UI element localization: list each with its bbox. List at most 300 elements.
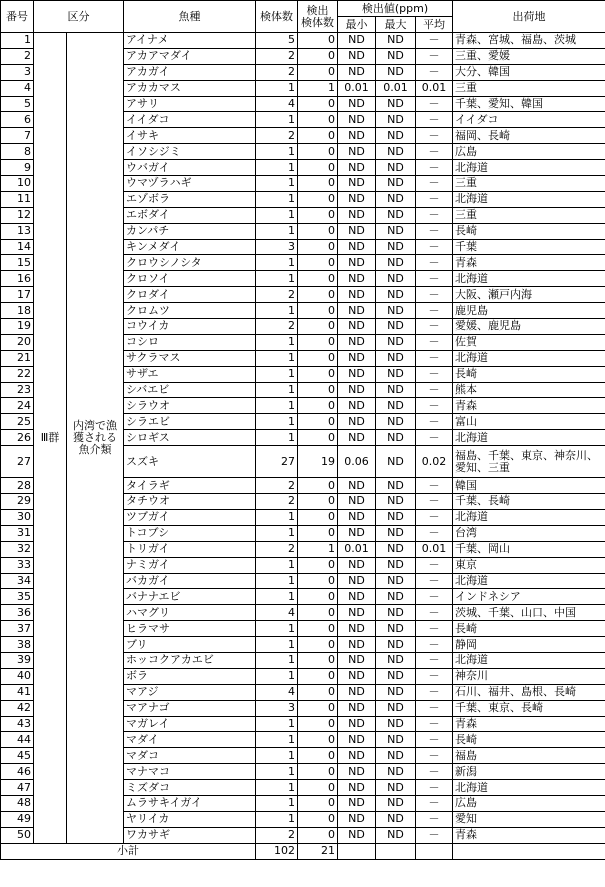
cell-origin: 茨城、千葉、山口、中国 (453, 605, 605, 621)
cell-samples: 1 (256, 525, 298, 541)
cell-max: ND (376, 605, 416, 621)
cell-species: サクラマス (124, 350, 256, 366)
cell-origin: 熊本 (453, 382, 605, 398)
cell-min: ND (338, 589, 376, 605)
cell-avg: 0.02 (416, 446, 453, 478)
cell-origin: 鹿児島 (453, 303, 605, 319)
cell-max: ND (376, 509, 416, 525)
cell-avg: － (416, 795, 453, 811)
cell-origin: 静岡 (453, 637, 605, 653)
cell-min: ND (338, 176, 376, 192)
cell-avg: － (416, 509, 453, 525)
cell-samples: 5 (256, 33, 298, 49)
cell-detected: 0 (298, 637, 338, 653)
cell-min: ND (338, 64, 376, 80)
cell-species: イサキ (124, 128, 256, 144)
cell-origin: 三重 (453, 207, 605, 223)
cell-species: ボラ (124, 668, 256, 684)
cell-avg: － (416, 478, 453, 494)
cell-min: ND (338, 287, 376, 303)
cell-avg: － (416, 223, 453, 239)
cell-species: カンパチ (124, 223, 256, 239)
cell-max: ND (376, 255, 416, 271)
cell-min: ND (338, 637, 376, 653)
cell-no: 39 (1, 652, 34, 668)
cell-origin: 長崎 (453, 366, 605, 382)
cell-avg: － (416, 652, 453, 668)
cell-max: ND (376, 541, 416, 557)
cell-no: 7 (1, 128, 34, 144)
header-species: 魚種 (124, 1, 256, 33)
cell-origin: 北海道 (453, 509, 605, 525)
cell-max: ND (376, 303, 416, 319)
cell-detected: 0 (298, 366, 338, 382)
cell-avg: － (416, 430, 453, 446)
cell-no: 43 (1, 716, 34, 732)
cell-min: ND (338, 398, 376, 414)
cell-samples: 2 (256, 319, 298, 335)
cell-detected: 0 (298, 621, 338, 637)
cell-min: ND (338, 303, 376, 319)
cell-species: ハマグリ (124, 605, 256, 621)
cell-max: ND (376, 271, 416, 287)
cell-detected: 0 (298, 494, 338, 510)
cell-species: アカガイ (124, 64, 256, 80)
cell-species: クロソイ (124, 271, 256, 287)
cell-no: 3 (1, 64, 34, 80)
cell-detected: 0 (298, 382, 338, 398)
cell-species: ブリ (124, 637, 256, 653)
cell-no: 12 (1, 207, 34, 223)
cell-species: クロムツ (124, 303, 256, 319)
cell-samples: 1 (256, 303, 298, 319)
cell-detected: 0 (298, 112, 338, 128)
cell-origin: 福岡、長崎 (453, 128, 605, 144)
cell-avg: － (416, 668, 453, 684)
cell-avg: － (416, 716, 453, 732)
cell-max: ND (376, 684, 416, 700)
cell-species: コウイカ (124, 319, 256, 335)
cell-min: ND (338, 128, 376, 144)
cell-samples: 2 (256, 827, 298, 843)
cell-max: ND (376, 287, 416, 303)
cell-max: ND (376, 96, 416, 112)
cell-avg: － (416, 287, 453, 303)
cell-max: ND (376, 160, 416, 176)
cell-no: 49 (1, 811, 34, 827)
cell-no: 36 (1, 605, 34, 621)
cell-origin: 北海道 (453, 780, 605, 796)
cell-detected: 0 (298, 557, 338, 573)
cell-avg: － (416, 64, 453, 80)
cell-min: ND (338, 509, 376, 525)
cell-origin: 北海道 (453, 430, 605, 446)
cell-detected: 0 (298, 271, 338, 287)
cell-max: ND (376, 764, 416, 780)
cell-samples: 1 (256, 398, 298, 414)
cell-min: ND (338, 271, 376, 287)
cell-species: バカガイ (124, 573, 256, 589)
cell-max: ND (376, 398, 416, 414)
cell-avg: － (416, 112, 453, 128)
cell-max: ND (376, 430, 416, 446)
cell-species: エゾボラ (124, 191, 256, 207)
cell-avg: － (416, 255, 453, 271)
cell-samples: 1 (256, 764, 298, 780)
cell-detected: 0 (298, 827, 338, 843)
cell-min: ND (338, 764, 376, 780)
cell-no: 24 (1, 398, 34, 414)
cell-avg: － (416, 827, 453, 843)
cell-samples: 1 (256, 414, 298, 430)
cell-origin: 千葉、愛知、韓国 (453, 96, 605, 112)
cell-origin: 北海道 (453, 271, 605, 287)
cell-min: ND (338, 366, 376, 382)
cell-min: ND (338, 350, 376, 366)
cell-no: 26 (1, 430, 34, 446)
cell-no: 5 (1, 96, 34, 112)
cell-avg: － (416, 33, 453, 49)
header-value-group: 検出値(ppm) (338, 1, 453, 17)
cell-min: ND (338, 112, 376, 128)
cell-detected: 0 (298, 780, 338, 796)
cell-avg: － (416, 780, 453, 796)
cell-max: ND (376, 319, 416, 335)
cell-origin: 佐賀 (453, 334, 605, 350)
cell-origin: 福島 (453, 748, 605, 764)
cell-origin: 三重 (453, 80, 605, 96)
cell-species: サザエ (124, 366, 256, 382)
cell-detected: 0 (298, 700, 338, 716)
cell-detected: 0 (298, 64, 338, 80)
cell-max: ND (376, 382, 416, 398)
cell-samples: 1 (256, 795, 298, 811)
cell-origin: 北海道 (453, 191, 605, 207)
cell-max: ND (376, 716, 416, 732)
cell-max: ND (376, 334, 416, 350)
cell-max: ND (376, 780, 416, 796)
cell-min: ND (338, 255, 376, 271)
cell-species: アカアマダイ (124, 48, 256, 64)
cell-species: シバエビ (124, 382, 256, 398)
cell-origin: 広島 (453, 144, 605, 160)
cell-species: キンメダイ (124, 239, 256, 255)
cell-max: ND (376, 748, 416, 764)
cell-max: ND (376, 191, 416, 207)
cell-samples: 27 (256, 446, 298, 478)
cell-detected: 0 (298, 223, 338, 239)
cell-min: 0.01 (338, 541, 376, 557)
cell-min: ND (338, 207, 376, 223)
cell-no: 6 (1, 112, 34, 128)
cell-samples: 1 (256, 430, 298, 446)
cell-max: ND (376, 589, 416, 605)
cell-min: ND (338, 191, 376, 207)
cell-no: 8 (1, 144, 34, 160)
cell-origin: インドネシア (453, 589, 605, 605)
cell-samples: 3 (256, 700, 298, 716)
cell-max: ND (376, 239, 416, 255)
header-min: 最小 (338, 17, 376, 33)
cell-avg: － (416, 589, 453, 605)
cell-detected: 0 (298, 48, 338, 64)
subtotal-empty (338, 843, 376, 859)
cell-species: トリガイ (124, 541, 256, 557)
header-max: 最大 (376, 17, 416, 33)
cell-min: ND (338, 33, 376, 49)
cell-detected: 0 (298, 96, 338, 112)
cell-detected: 0 (298, 764, 338, 780)
cell-detected: 0 (298, 811, 338, 827)
cell-species: マナマコ (124, 764, 256, 780)
cell-species: ワカサギ (124, 827, 256, 843)
cell-species: ナミガイ (124, 557, 256, 573)
cell-min: ND (338, 494, 376, 510)
cell-origin: 愛媛、鹿児島 (453, 319, 605, 335)
cell-no: 46 (1, 764, 34, 780)
cell-species: イソシジミ (124, 144, 256, 160)
cell-detected: 1 (298, 80, 338, 96)
cell-detected: 0 (298, 732, 338, 748)
cell-avg: － (416, 239, 453, 255)
cell-avg: － (416, 48, 453, 64)
cell-max: ND (376, 795, 416, 811)
cell-no: 32 (1, 541, 34, 557)
cell-detected: 0 (298, 525, 338, 541)
cell-no: 4 (1, 80, 34, 96)
cell-origin: 新潟 (453, 764, 605, 780)
cell-origin: 千葉 (453, 239, 605, 255)
cell-avg: － (416, 573, 453, 589)
cell-min: ND (338, 478, 376, 494)
cell-samples: 1 (256, 811, 298, 827)
cell-avg: － (416, 621, 453, 637)
cell-detected: 0 (298, 33, 338, 49)
header-no: 番号 (1, 1, 34, 33)
cell-origin: 青森、宮城、福島、茨城 (453, 33, 605, 49)
cell-samples: 1 (256, 589, 298, 605)
cell-origin: 東京 (453, 557, 605, 573)
cell-origin: 広島 (453, 795, 605, 811)
cell-avg: － (416, 748, 453, 764)
cell-detected: 0 (298, 176, 338, 192)
cell-origin: 大阪、瀬戸内海 (453, 287, 605, 303)
cell-origin: 長崎 (453, 621, 605, 637)
cell-avg: － (416, 637, 453, 653)
cell-detected: 0 (298, 430, 338, 446)
header-samples: 検体数 (256, 1, 298, 33)
cell-detected: 0 (298, 509, 338, 525)
cell-no: 34 (1, 573, 34, 589)
cell-avg: － (416, 732, 453, 748)
cell-max: ND (376, 366, 416, 382)
cell-samples: 1 (256, 255, 298, 271)
cell-species: クロダイ (124, 287, 256, 303)
cell-no: 14 (1, 239, 34, 255)
cell-min: ND (338, 557, 376, 573)
cell-origin: イイダコ (453, 112, 605, 128)
cell-max: ND (376, 557, 416, 573)
cell-min: ND (338, 525, 376, 541)
cell-samples: 1 (256, 176, 298, 192)
cell-samples: 2 (256, 287, 298, 303)
cell-avg: － (416, 494, 453, 510)
cell-origin: 青森 (453, 827, 605, 843)
cell-no: 33 (1, 557, 34, 573)
header-avg: 平均 (416, 17, 453, 33)
cell-detected: 0 (298, 478, 338, 494)
cell-no: 47 (1, 780, 34, 796)
cell-samples: 1 (256, 223, 298, 239)
cell-detected: 0 (298, 144, 338, 160)
cell-samples: 2 (256, 64, 298, 80)
cell-samples: 1 (256, 716, 298, 732)
cell-no: 21 (1, 350, 34, 366)
cell-origin: 北海道 (453, 652, 605, 668)
cell-no: 17 (1, 287, 34, 303)
cell-no: 50 (1, 827, 34, 843)
cell-avg: － (416, 303, 453, 319)
cell-avg: － (416, 350, 453, 366)
cell-no: 35 (1, 589, 34, 605)
cell-no: 20 (1, 334, 34, 350)
cell-max: ND (376, 494, 416, 510)
cell-detected: 0 (298, 334, 338, 350)
cell-origin: 愛知 (453, 811, 605, 827)
cell-species: ミズダコ (124, 780, 256, 796)
cell-min: ND (338, 700, 376, 716)
cell-avg: － (416, 160, 453, 176)
cell-min: ND (338, 780, 376, 796)
cell-detected: 0 (298, 414, 338, 430)
cell-detected: 0 (298, 605, 338, 621)
cell-avg: － (416, 811, 453, 827)
cell-min: ND (338, 573, 376, 589)
cell-species: ウバガイ (124, 160, 256, 176)
cell-species: エボダイ (124, 207, 256, 223)
cell-avg: － (416, 398, 453, 414)
cell-species: トコブシ (124, 525, 256, 541)
cell-samples: 1 (256, 509, 298, 525)
cell-origin: 千葉、東京、長崎 (453, 700, 605, 716)
cell-min: ND (338, 223, 376, 239)
cell-min: ND (338, 144, 376, 160)
cell-avg: － (416, 525, 453, 541)
cell-samples: 4 (256, 96, 298, 112)
cell-species: シラウオ (124, 398, 256, 414)
cell-min: ND (338, 96, 376, 112)
cell-min: ND (338, 334, 376, 350)
cell-avg: － (416, 700, 453, 716)
cell-no: 28 (1, 478, 34, 494)
cell-species: バナナエビ (124, 589, 256, 605)
cell-samples: 1 (256, 732, 298, 748)
cell-species: マガレイ (124, 716, 256, 732)
cell-origin: 北海道 (453, 350, 605, 366)
cell-min: ND (338, 160, 376, 176)
group-label: Ⅲ群 (34, 33, 67, 844)
cell-species: アイナメ (124, 33, 256, 49)
subtotal-row (1, 843, 605, 859)
cell-max: 0.01 (376, 80, 416, 96)
cell-min: ND (338, 811, 376, 827)
cell-no: 18 (1, 303, 34, 319)
cell-max: ND (376, 112, 416, 128)
cell-species: ムラサキイガイ (124, 795, 256, 811)
cell-origin: 千葉、長崎 (453, 494, 605, 510)
cell-min: ND (338, 748, 376, 764)
cell-avg: － (416, 207, 453, 223)
cell-species: マダコ (124, 748, 256, 764)
cell-samples: 1 (256, 366, 298, 382)
cell-no: 29 (1, 494, 34, 510)
cell-min: ND (338, 716, 376, 732)
cell-avg: － (416, 366, 453, 382)
cell-detected: 0 (298, 573, 338, 589)
cell-samples: 1 (256, 382, 298, 398)
cell-no: 15 (1, 255, 34, 271)
cell-samples: 1 (256, 112, 298, 128)
cell-origin: 富山 (453, 414, 605, 430)
cell-species: スズキ (124, 446, 256, 478)
cell-origin: 大分、韓国 (453, 64, 605, 80)
cell-samples: 2 (256, 494, 298, 510)
cell-samples: 1 (256, 334, 298, 350)
subtotal-detected: 21 (298, 843, 338, 859)
cell-detected: 0 (298, 319, 338, 335)
cell-detected: 0 (298, 160, 338, 176)
cell-max: ND (376, 207, 416, 223)
cell-origin: 三重、愛媛 (453, 48, 605, 64)
cell-detected: 0 (298, 748, 338, 764)
cell-avg: － (416, 764, 453, 780)
cell-no: 45 (1, 748, 34, 764)
cell-min: ND (338, 239, 376, 255)
cell-max: ND (376, 176, 416, 192)
cell-detected: 19 (298, 446, 338, 478)
cell-max: ND (376, 525, 416, 541)
cell-no: 11 (1, 191, 34, 207)
cell-origin: 北海道 (453, 573, 605, 589)
cell-max: ND (376, 144, 416, 160)
cell-no: 37 (1, 621, 34, 637)
cell-no: 10 (1, 176, 34, 192)
cell-species: ヤリイカ (124, 811, 256, 827)
cell-avg: － (416, 176, 453, 192)
cell-samples: 1 (256, 80, 298, 96)
cell-origin: 石川、福井、島根、長崎 (453, 684, 605, 700)
subtotal-empty (453, 843, 605, 859)
cell-min: ND (338, 605, 376, 621)
subtotal-samples: 102 (256, 843, 298, 859)
cell-max: ND (376, 637, 416, 653)
cell-detected: 0 (298, 191, 338, 207)
cell-avg: － (416, 605, 453, 621)
cell-samples: 4 (256, 684, 298, 700)
cell-max: ND (376, 350, 416, 366)
cell-no: 25 (1, 414, 34, 430)
cell-avg: － (416, 191, 453, 207)
cell-no: 19 (1, 319, 34, 335)
cell-no: 16 (1, 271, 34, 287)
cell-detected: 0 (298, 398, 338, 414)
cell-no: 48 (1, 795, 34, 811)
cell-avg: 0.01 (416, 541, 453, 557)
cell-no: 38 (1, 637, 34, 653)
cell-avg: － (416, 144, 453, 160)
cell-max: ND (376, 573, 416, 589)
cell-species: イイダコ (124, 112, 256, 128)
